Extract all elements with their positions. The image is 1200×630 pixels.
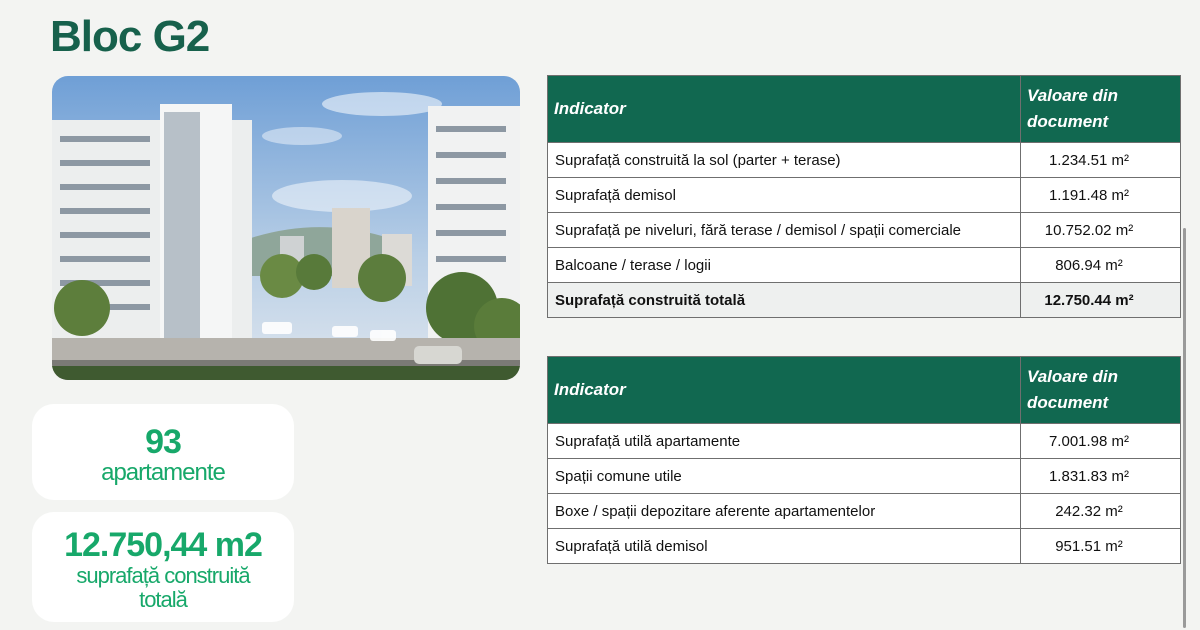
table-row — [548, 213, 1181, 248]
built-area-table — [547, 75, 1181, 318]
table-row — [548, 459, 1181, 494]
indicator-cell: Suprafață demisol — [548, 178, 1021, 213]
indicator-cell: Suprafață construită la sol (parter + terase) — [548, 143, 1021, 178]
indicator-cell: Suprafață utilă demisol — [548, 529, 1021, 564]
value-cell: 1.831.83 m² — [1021, 459, 1181, 494]
table-row — [548, 143, 1181, 178]
indicator-cell: Boxe / spații depozitare aferente apartamentelor — [548, 494, 1021, 529]
vertical-scrollbar[interactable] — [1183, 228, 1186, 628]
indicator-cell: Suprafață construită totală — [548, 283, 1021, 318]
indicator-cell: Spații comune utile — [548, 459, 1021, 494]
table-row — [548, 248, 1181, 283]
table-row-total — [548, 283, 1181, 318]
value-cell: 1.191.48 m² — [1021, 178, 1181, 213]
page-title: Bloc G2 — [50, 12, 210, 61]
value-cell: 7.001.98 m² — [1021, 424, 1181, 459]
total-built-area-card — [32, 512, 294, 622]
apartments-count-label: apartamente — [101, 459, 225, 486]
value-cell: 242.32 m² — [1021, 494, 1181, 529]
indicator-cell: Suprafață utilă apartamente — [548, 424, 1021, 459]
total-built-area-value: 12.750,44 m2 — [64, 526, 262, 564]
table-header-value: Valoare din document — [1021, 76, 1181, 143]
total-built-area-label: suprafață construită totală — [76, 563, 250, 612]
table-row — [548, 424, 1181, 459]
indicator-cell: Balcoane / terase / logii — [548, 248, 1021, 283]
value-cell: 806.94 m² — [1021, 248, 1181, 283]
indicator-cell: Suprafață pe niveluri, fără terase / demisol / spații comerciale — [548, 213, 1021, 248]
table-header-indicator: Indicator — [548, 76, 1021, 143]
usable-area-table — [547, 356, 1181, 564]
value-cell: 10.752.02 m² — [1021, 213, 1181, 248]
building-rendering-image — [52, 76, 520, 380]
apartments-count-card — [32, 404, 294, 500]
apartments-count-value: 93 — [145, 423, 181, 461]
value-cell: 12.750.44 m² — [1021, 283, 1181, 318]
table-row — [548, 494, 1181, 529]
value-cell: 1.234.51 m² — [1021, 143, 1181, 178]
value-cell: 951.51 m² — [1021, 529, 1181, 564]
table-row — [548, 529, 1181, 564]
table-header-indicator: Indicator — [548, 357, 1021, 424]
table-row — [548, 178, 1181, 213]
table-header-value: Valoare din document — [1021, 357, 1181, 424]
